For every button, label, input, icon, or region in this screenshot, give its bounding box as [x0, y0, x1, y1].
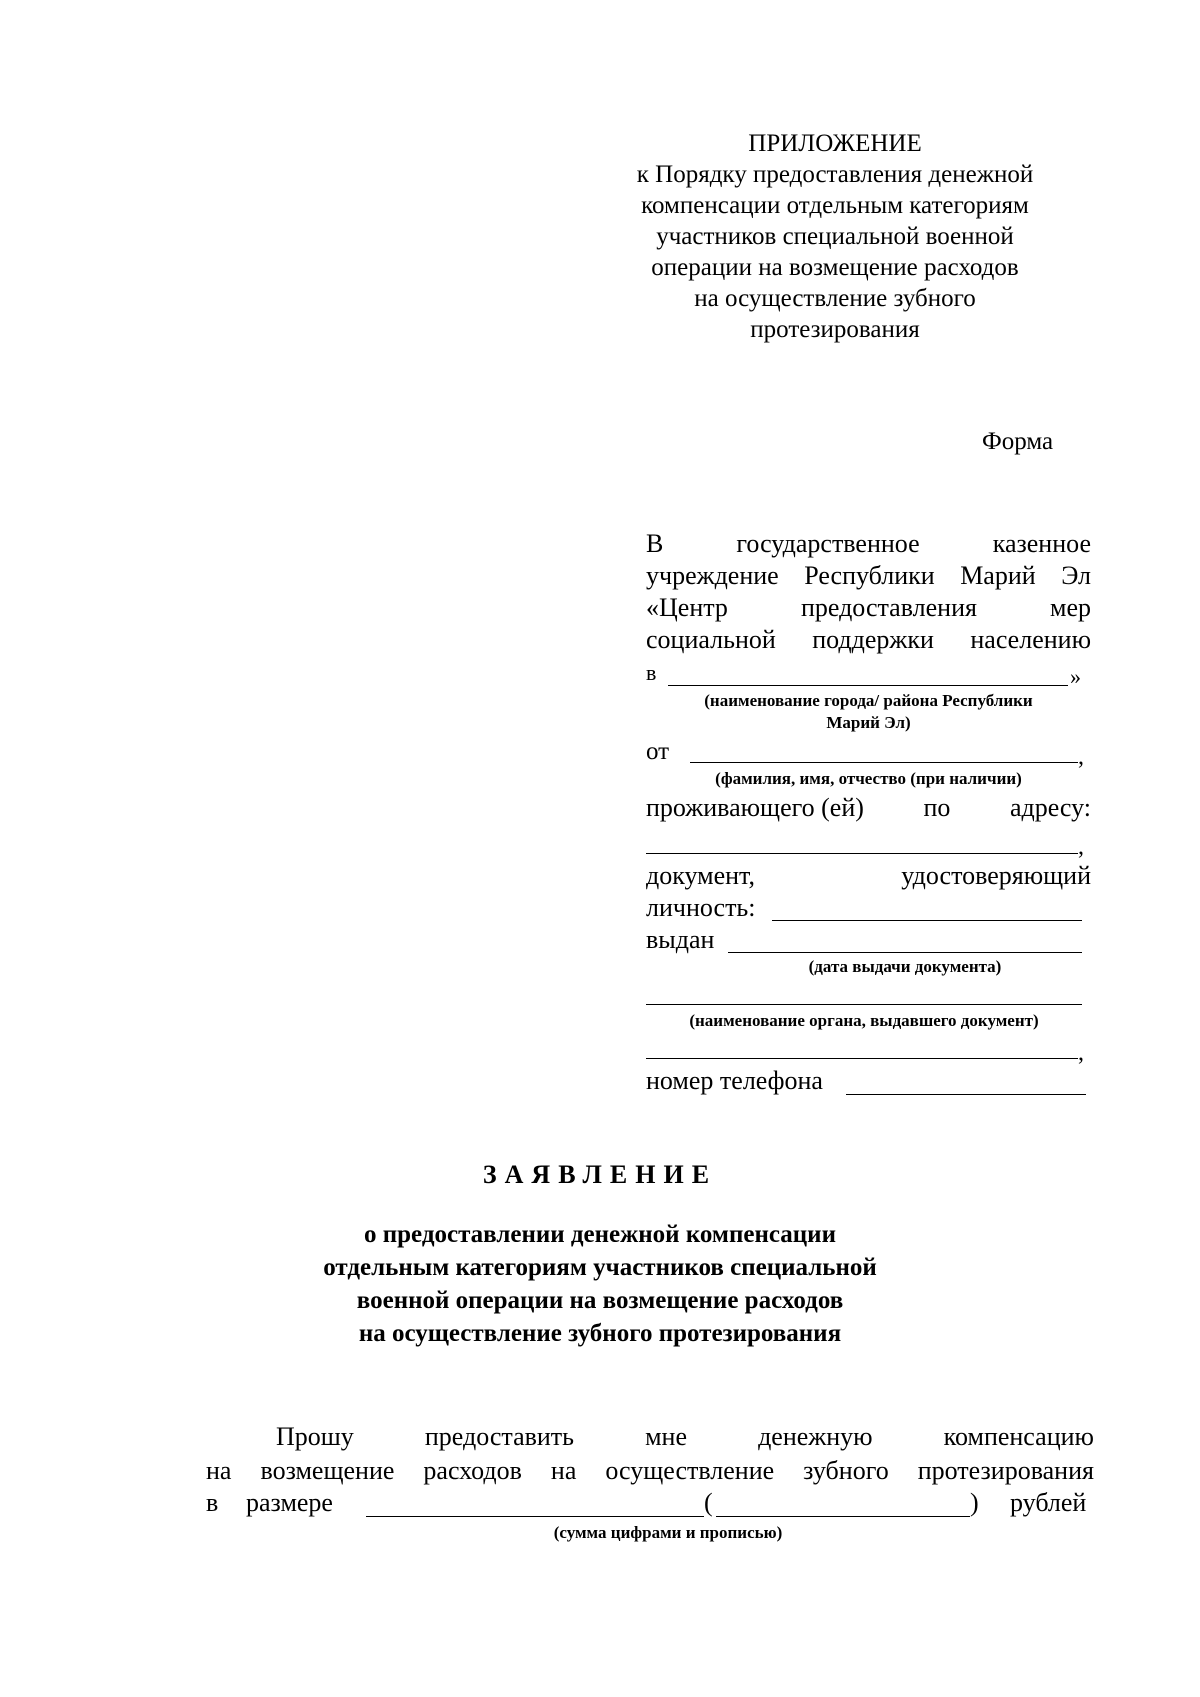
- body-word: предоставить: [424, 1422, 575, 1451]
- issued-label: выдан: [646, 925, 715, 954]
- from-suffix: ,: [1078, 744, 1084, 770]
- identity-label: личность:: [646, 893, 756, 922]
- close-paren: ): [970, 1488, 979, 1517]
- residing-word: адресу:: [1009, 793, 1091, 822]
- body-line-1: [276, 1420, 1094, 1454]
- body-word: на: [550, 1456, 577, 1485]
- addressee-word: казенное: [992, 529, 1091, 558]
- phone-label: номер телефона: [646, 1066, 823, 1095]
- residing-line: [646, 792, 1091, 824]
- in-prefix: в: [646, 660, 657, 685]
- issuer-field-line[interactable]: [646, 1004, 1082, 1005]
- city-field-hint: [646, 690, 1091, 734]
- fullname-field-hint: (фамилия, имя, отчество (при наличии): [715, 769, 1022, 788]
- appendix-line: участников специальной военной: [656, 223, 1014, 250]
- body-word: осуществление: [605, 1456, 775, 1485]
- body-word: протезирования: [917, 1456, 1094, 1485]
- body-word: компенсацию: [943, 1422, 1094, 1451]
- body-word: возмещение: [260, 1456, 395, 1485]
- issuer-field-line-2[interactable]: [646, 1058, 1078, 1059]
- in-suffix: »: [1070, 664, 1081, 689]
- addressee-word: В: [646, 529, 664, 558]
- issuer-hint: (наименование органа, выдавшего документ): [689, 1011, 1039, 1030]
- residing-word: по: [923, 793, 951, 822]
- document-line: [646, 860, 1091, 892]
- identity-field-line[interactable]: [772, 920, 1082, 921]
- addressee-word: Республики: [804, 561, 935, 590]
- amount-digits-field-line[interactable]: [366, 1516, 704, 1517]
- body-word: Прошу: [276, 1422, 354, 1451]
- hint-text: (наименование города/ района Республики: [704, 691, 1033, 710]
- body-word: в: [206, 1488, 219, 1517]
- addressee-word: населению: [970, 625, 1091, 654]
- statement-subtitle: [0, 1218, 1200, 1350]
- subtitle-line: на осуществление зубного протезирования: [358, 1320, 842, 1347]
- appendix-line: к Порядку предоставления денежной: [636, 161, 1034, 188]
- issue-date-hint: (дата выдачи документа): [808, 957, 1002, 976]
- body-word: мне: [645, 1422, 688, 1451]
- form-label: Форма: [982, 428, 1054, 455]
- subtitle-line: отдельным категориям участников специальной: [323, 1254, 877, 1281]
- amount-words-field-line[interactable]: [716, 1516, 970, 1517]
- addressee-word: Марий: [960, 561, 1036, 590]
- city-field-line[interactable]: [668, 685, 1068, 686]
- address-field-line[interactable]: [646, 853, 1078, 854]
- fullname-field-line[interactable]: [690, 762, 1078, 763]
- body-line-2: [206, 1454, 1094, 1488]
- from-prefix: от: [646, 738, 670, 765]
- addressee-line-2: [646, 560, 1091, 592]
- issuer-suffix: ,: [1078, 1040, 1084, 1066]
- document-word: удостоверяющий: [901, 861, 1091, 890]
- body-word: размере: [246, 1488, 333, 1517]
- amount-hint: (сумма цифрами и прописью): [553, 1523, 783, 1542]
- rubles-label: рублей: [1010, 1488, 1087, 1517]
- addressee-word: государственное: [736, 529, 920, 558]
- hint-text: Марий Эл): [826, 713, 911, 732]
- issue-date-field-line[interactable]: [728, 952, 1082, 953]
- addressee-word: учреждение: [646, 561, 779, 590]
- phone-field-line[interactable]: [846, 1094, 1086, 1095]
- addressee-line-1: [646, 528, 1091, 560]
- address-suffix: ,: [1078, 834, 1084, 860]
- appendix-line: протезирования: [750, 316, 920, 343]
- addressee-word: Эл: [1061, 561, 1091, 590]
- addressee-word: «Центр: [646, 593, 728, 622]
- statement-title: ЗАЯВЛЕНИЕ: [482, 1160, 718, 1189]
- subtitle-line: военной операции на возмещение расходов: [356, 1287, 844, 1314]
- residing-word: проживающего (ей): [646, 793, 864, 822]
- addressee-word: социальной: [646, 625, 776, 654]
- addressee-word: предоставления: [800, 593, 977, 622]
- subtitle-line: о предоставлении денежной компенсации: [364, 1221, 836, 1248]
- body-word: зубного: [803, 1456, 889, 1485]
- open-paren: (: [704, 1488, 713, 1517]
- body-word: расходов: [423, 1456, 522, 1485]
- appendix-line: компенсации отдельным категориям: [641, 192, 1029, 219]
- body-word: на: [206, 1456, 232, 1485]
- appendix-block: [600, 128, 1070, 345]
- addressee-line-3: [646, 592, 1091, 624]
- document-word: документ,: [646, 861, 755, 890]
- addressee-word: мер: [1050, 593, 1091, 622]
- appendix-heading: ПРИЛОЖЕНИЕ: [748, 130, 922, 157]
- addressee-line-4: [646, 624, 1091, 656]
- appendix-line: операции на возмещение расходов: [651, 254, 1019, 281]
- addressee-word: поддержки: [812, 625, 934, 654]
- appendix-line: на осуществление зубного: [694, 285, 976, 312]
- body-word: денежную: [758, 1422, 873, 1451]
